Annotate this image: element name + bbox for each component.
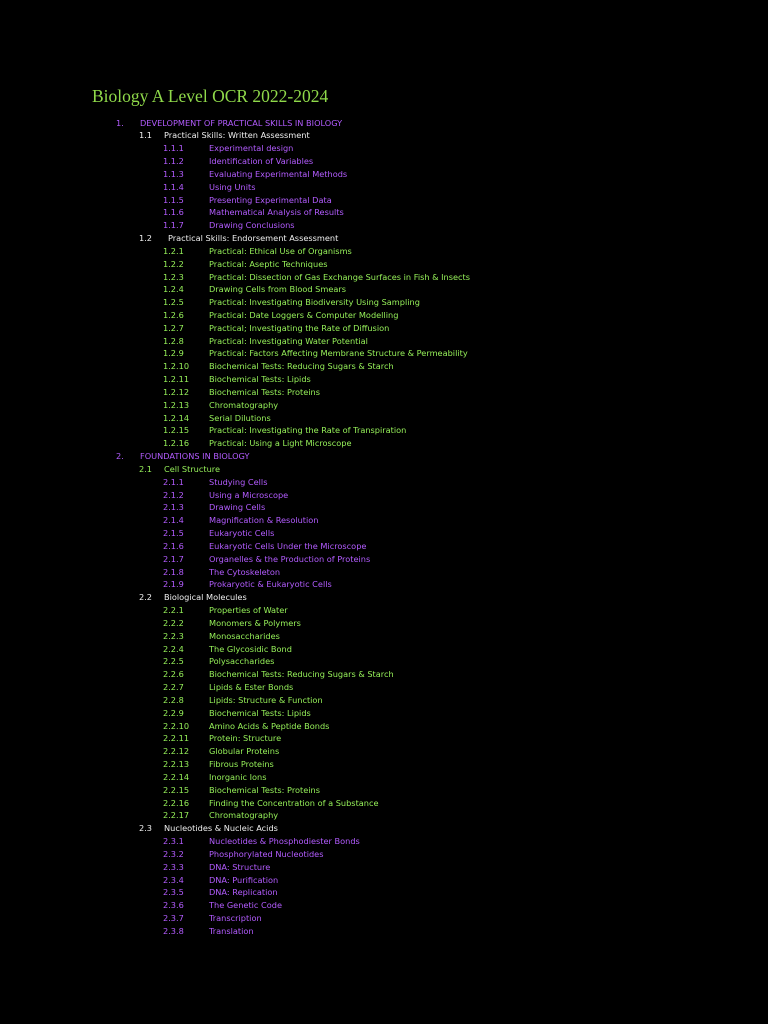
toc-label: Practical: Dissection of Gas Exchange Surfaces in Fish & Insects: [209, 271, 471, 282]
toc-number: 1.2.11: [163, 374, 190, 385]
document-title: Biology A Level OCR 2022-2024: [92, 86, 329, 106]
toc-number: 2.3.7: [163, 913, 184, 923]
toc-number: 2.2.15: [163, 784, 190, 795]
toc-number: 1.1.2: [163, 156, 184, 166]
toc-number: 1.1: [139, 130, 153, 141]
toc-label: Drawing Cells from Blood Smears: [209, 284, 347, 295]
toc-number: 1.1.7: [163, 220, 184, 231]
toc-label: The Genetic Code: [209, 900, 282, 911]
toc-label: Phosphorylated Nucleotides: [209, 848, 324, 859]
toc-label: Properties of Water: [209, 605, 288, 615]
toc-label: DNA: Structure: [209, 861, 271, 872]
toc-number: 2.2.13: [163, 759, 190, 769]
toc-label: Lipids & Ester Bonds: [209, 682, 294, 692]
toc-label: Transcription: [209, 913, 262, 923]
toc-label: Polysaccharides: [209, 656, 275, 667]
toc-label: DNA: Purification: [209, 874, 279, 885]
toc-label: Eukaryotic Cells Under the Microscope: [209, 540, 367, 551]
toc-number: 2.3.6: [163, 900, 184, 911]
toc-number: 1.2.4: [163, 284, 184, 295]
toc-label: Nucleotides & Phosphodiester Bonds: [209, 836, 360, 846]
toc-label: Using a Microscope: [209, 489, 289, 500]
toc-label: Drawing Conclusions: [209, 220, 295, 231]
toc-number: 2.3.8: [163, 925, 184, 936]
toc-label: Presenting Experimental Data: [209, 194, 332, 205]
toc-label: Translation: [209, 925, 254, 936]
toc-number: 2.1.5: [163, 528, 184, 539]
toc-label: Amino Acids & Peptide Bonds: [209, 720, 330, 731]
toc-number: 2.2.1: [163, 605, 184, 615]
toc-number: 1.2.9: [163, 348, 184, 359]
toc-label: Monosaccharides: [209, 630, 280, 641]
toc-label: Biochemical Tests: Lipids: [209, 374, 311, 385]
toc-label: DEVELOPMENT OF PRACTICAL SKILLS IN BIOLOGY: [140, 117, 343, 128]
toc-number: 1.2.13: [163, 399, 190, 410]
toc-number: 1.2.16: [163, 438, 190, 449]
toc-number: 1.2.2: [163, 258, 184, 269]
toc-number: 1.2.14: [163, 412, 190, 423]
toc-label: Inorganic Ions: [209, 771, 267, 782]
toc-number: 2.1.4: [163, 515, 184, 526]
toc-number: 2.3.1: [163, 836, 184, 846]
toc-number: 2.2.7: [163, 682, 184, 692]
toc-number: 2.2.14: [163, 771, 190, 782]
toc-number: 2.2.3: [163, 630, 184, 641]
toc-label: Practical; Investigating the Rate of Diffusion: [209, 322, 390, 333]
toc-number: 2.2.17: [163, 810, 190, 821]
toc-number: 1.1.3: [163, 168, 184, 179]
toc-label: Practical: Investigating Water Potential: [209, 335, 368, 346]
toc-label: Chromatography: [209, 399, 279, 410]
toc-label: Practical: Factors Affecting Membrane Structure & Permeability: [209, 348, 468, 359]
toc-label: Biochemical Tests: Proteins: [209, 386, 320, 397]
toc-label: Practical: Ethical Use of Organisms: [209, 245, 352, 256]
toc-label: Serial Dilutions: [209, 412, 271, 423]
toc-number: 1.2.5: [163, 297, 184, 308]
toc-number: 1.2.7: [163, 322, 184, 333]
toc-label: Eukaryotic Cells: [209, 528, 275, 539]
toc-number: 1.1.6: [163, 207, 184, 218]
toc-number: 2.3: [139, 823, 153, 834]
toc-number: 1.: [116, 117, 124, 128]
toc-number: 2.2.16: [163, 797, 190, 808]
toc-number: 1.2.10: [163, 361, 190, 372]
toc-label: Biochemical Tests: Proteins: [209, 784, 320, 795]
toc-label: Biochemical Tests: Reducing Sugars & Starch: [209, 361, 394, 372]
toc-label: Practical: Investigating the Rate of Transpiration: [209, 425, 407, 436]
toc-label: Biochemical Tests: Reducing Sugars & Starch: [209, 669, 394, 680]
toc-number: 1.2.8: [163, 335, 184, 346]
toc-label: Prokaryotic & Eukaryotic Cells: [209, 579, 332, 590]
toc-number: 2.1: [139, 463, 153, 474]
toc-label: Experimental design: [209, 143, 294, 154]
toc-label: Chromatography: [209, 810, 279, 821]
toc-label: Protein: Structure: [209, 733, 282, 744]
toc-label: Biological Molecules: [164, 592, 247, 603]
toc-number: 2.2.9: [163, 707, 184, 718]
toc-label: Drawing Cells: [209, 502, 266, 513]
toc-label: The Glycosidic Bond: [209, 643, 292, 654]
toc-number: 2.2.10: [163, 720, 190, 731]
toc-number: 1.2.1: [163, 245, 184, 256]
toc-label: Practical: Using a Light Microscope: [209, 438, 352, 449]
toc-number: 2.3.5: [163, 887, 184, 898]
toc-label: Evaluating Experimental Methods: [209, 168, 348, 179]
toc-number: 1.2: [139, 233, 153, 243]
toc-number: 2.3.3: [163, 861, 184, 872]
toc-label: Magnification & Resolution: [209, 515, 319, 526]
toc-number: 1.1.5: [163, 194, 184, 205]
toc-label: Organelles & the Production of Proteins: [209, 553, 371, 564]
toc-number: 2.1.3: [163, 502, 184, 513]
toc-label: Practical: Investigating Biodiversity Using Sampling: [209, 297, 420, 308]
toc-label: Globular Proteins: [209, 746, 280, 757]
toc-label: Cell Structure: [164, 463, 220, 474]
toc-number: 2.2.4: [163, 643, 184, 654]
toc-number: 2.2: [139, 592, 153, 603]
toc-label: Practical: Date Loggers & Computer Modelling: [209, 309, 399, 320]
toc-number: 2.: [116, 451, 124, 462]
toc-label: FOUNDATIONS IN BIOLOGY: [140, 451, 250, 462]
toc-number: 2.2.2: [163, 617, 184, 628]
toc-label: Using Units: [209, 181, 256, 192]
toc-number: 2.2.6: [163, 669, 184, 680]
toc-label: Practical: Aseptic Techniques: [209, 258, 328, 269]
toc-label: The Cytoskeleton: [209, 566, 281, 577]
toc-number: 2.2.12: [163, 746, 190, 757]
toc-label: Practical Skills: Endorsement Assessment: [168, 233, 339, 243]
toc-label: Identification of Variables: [209, 156, 314, 166]
toc-number: 2.1.7: [163, 553, 184, 564]
toc-number: 2.2.5: [163, 656, 184, 667]
toc-number: 2.3.2: [163, 848, 184, 859]
toc-number: 1.2.3: [163, 271, 184, 282]
toc-number: 1.2.12: [163, 386, 190, 397]
toc-label: Biochemical Tests: Lipids: [209, 707, 311, 718]
toc-label: Studying Cells: [209, 476, 268, 487]
toc-number: 1.2.15: [163, 425, 190, 436]
toc-label: DNA: Replication: [209, 887, 278, 898]
toc-label: Finding the Concentration of a Substance: [209, 797, 379, 808]
toc-number: 2.1.8: [163, 566, 184, 577]
toc-label: Mathematical Analysis of Results: [209, 207, 344, 218]
toc-label: Practical Skills: Written Assessment: [164, 130, 310, 141]
toc-label: Nucleotides & Nucleic Acids: [164, 823, 278, 834]
toc-number: 2.1.6: [163, 540, 184, 551]
toc-number: 2.2.11: [163, 733, 190, 744]
toc-number: 2.3.4: [163, 874, 184, 885]
toc-label: Lipids: Structure & Function: [209, 694, 323, 705]
toc-number: 1.1.1: [163, 143, 184, 154]
toc-number: 2.1.1: [163, 476, 184, 487]
toc-number: 2.1.2: [163, 489, 184, 500]
toc-label: Monomers & Polymers: [209, 617, 301, 628]
toc-number: 2.2.8: [163, 694, 184, 705]
toc-number: 1.2.6: [163, 309, 184, 320]
toc-number: 2.1.9: [163, 579, 184, 590]
toc-label: Fibrous Proteins: [209, 759, 274, 769]
toc-number: 1.1.4: [163, 181, 184, 192]
